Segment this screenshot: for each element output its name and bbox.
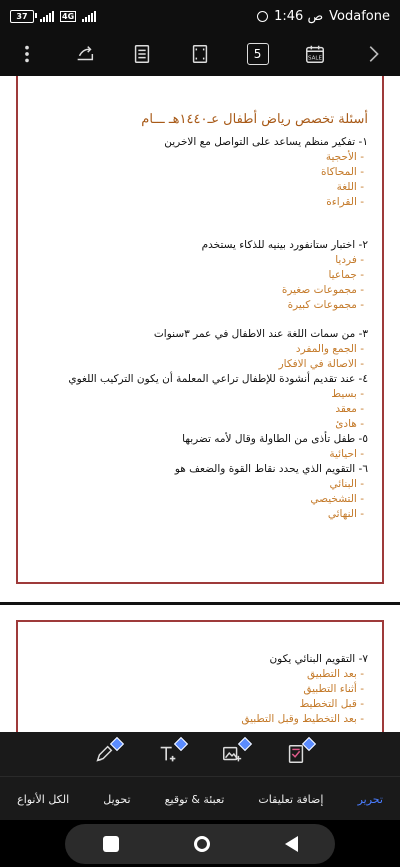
annotation-tools — [0, 732, 400, 776]
nav-pill — [65, 824, 335, 864]
option: - البنائي — [329, 478, 364, 490]
tab-fill-sign[interactable]: تعبئة & توقيع — [164, 792, 225, 806]
signal-icon — [40, 11, 54, 22]
page-number-icon[interactable] — [245, 41, 271, 67]
option: - فرديا — [335, 254, 364, 266]
option: - الأحجية — [325, 151, 364, 163]
sale-label: SALE — [308, 55, 323, 62]
signal-icon-2 — [82, 11, 96, 22]
tab-edit[interactable]: تحرير — [357, 792, 383, 806]
option: - أثناء التطبيق — [303, 683, 364, 695]
question-7: ٧- التقويم البنائي يكون — [269, 653, 368, 665]
pen-icon[interactable] — [91, 741, 117, 767]
option: - الجمع والمفرد — [295, 343, 364, 355]
option: - مجموعات كبيرة — [287, 299, 364, 311]
status-right — [257, 9, 390, 24]
option: - قبل التخطيط — [299, 698, 364, 710]
sale-calendar-icon[interactable] — [302, 41, 328, 67]
fit-page-icon[interactable] — [187, 41, 213, 67]
tab-all[interactable]: الكل الأنواع — [17, 792, 70, 806]
page-separator — [0, 602, 400, 605]
option: - النهائي — [327, 508, 364, 520]
share-icon[interactable] — [72, 41, 98, 67]
image-icon[interactable] — [219, 741, 245, 767]
option: - الاصالة في الافكار — [278, 358, 364, 370]
pdf-page-2 — [16, 620, 384, 732]
battery-level: 37 — [16, 11, 28, 21]
top-toolbar — [0, 32, 400, 76]
back-icon[interactable] — [285, 836, 298, 852]
option: - بسيط — [331, 388, 364, 400]
status-bar — [0, 0, 400, 32]
battery-icon — [10, 10, 34, 23]
question-1: ١- تفكير منظم يساعد على التواصل مع الاخرين — [164, 136, 368, 148]
option: - معقد — [335, 403, 364, 415]
bottom-tabs — [0, 776, 400, 821]
network-badge: 4G — [62, 11, 75, 21]
question-4: ٤- عند تقديم أنشودة للإطفال تراعي المعلمة أن يكون التركيب اللغوي — [68, 373, 368, 385]
more-icon[interactable] — [14, 41, 40, 67]
pdf-page-1 — [16, 76, 384, 584]
tab-convert[interactable]: تحويل — [103, 792, 131, 806]
reader-icon[interactable] — [129, 41, 155, 67]
option: - جماعيا — [328, 269, 364, 281]
option: - بعد التطبيق — [307, 668, 364, 680]
option: - احيائية — [329, 448, 364, 460]
question-6: ٦- التقويم الذي يحدد نقاط القوة والضعف هو — [174, 463, 368, 475]
option: - مجموعات صغيرة — [281, 284, 364, 296]
alarm-icon — [257, 11, 268, 22]
sign-icon[interactable] — [283, 741, 309, 767]
question-2: ٢- اختبار ستانفورد بينيه للذكاء يستخدم — [201, 239, 368, 251]
option: - هادئ — [335, 418, 364, 430]
system-nav-bar — [0, 820, 400, 867]
clock: 1:46 ص — [274, 8, 324, 24]
text-icon[interactable] — [155, 741, 181, 767]
status-left — [10, 10, 96, 23]
option: - اللغة — [336, 181, 364, 193]
question-3: ٣- من سمات اللغة عند الاطفال في عمر ٣سنوات — [153, 328, 368, 340]
recents-icon[interactable] — [103, 836, 119, 852]
page-title: أسئلة تخصص رياض أطفال عـ١٤٤٠هـ ـــام — [141, 112, 368, 127]
tab-add-comments[interactable]: إضافة تعليقات — [258, 792, 324, 806]
option: - المحاكاة — [320, 166, 364, 178]
option: - القراءة — [326, 196, 364, 208]
carrier-name: Vodafone — [329, 8, 390, 24]
next-icon[interactable] — [360, 41, 386, 67]
option: - بعد التخطيط وقبل التطبيق — [241, 713, 364, 725]
page-number: 5 — [247, 43, 269, 65]
home-icon[interactable] — [194, 836, 210, 852]
question-5: ٥- طفل تأذى من الطاولة وقال لأمه تضربها — [182, 433, 368, 445]
option: - التشخيصي — [310, 493, 364, 505]
document-area[interactable] — [0, 76, 400, 732]
